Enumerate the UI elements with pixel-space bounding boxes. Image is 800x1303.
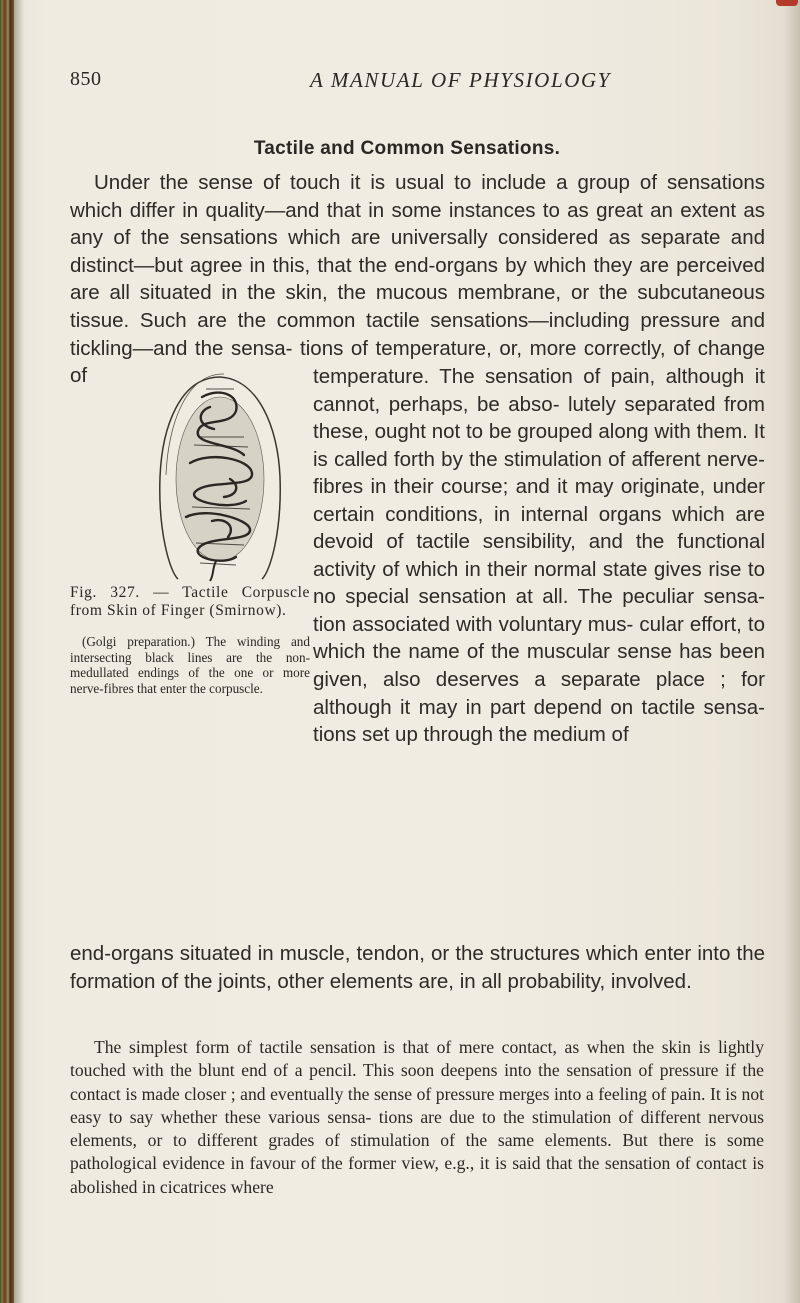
- paragraph-1-wrapped-text: temperature. The sensation of pain, although it cannot, perhaps, be abso- lutely separated from these, ought not to be grouped along with them. It is called forth by the stimulation of afferent nerve-fibres in their course; and it may originate, under certain conditions, in internal organs which are devoid of tactile sensibility, and the functional activity of which in their normal state gives rise to no special sensation at all. The peculiar sensa- tion associated with voluntary mus- cular effort, to which the name of the muscular sense has been given, also deserves a separate place ; for although it may in part depend on tactile sensa- tions set up through the medium of: [313, 365, 765, 747]
- book-binding-edge: [0, 0, 14, 1303]
- page-edge-shadow: [784, 0, 800, 1303]
- figure-description: (Golgi preparation.) The winding and intersecting black lines are the non- medullated endings of the one or more nerve-fibres that enter the corpuscle.: [70, 634, 310, 696]
- gutter-shadow: [14, 0, 24, 1303]
- paragraph-1-top-text: Under the sense of touch it is usual to include a group of sensations which differ in quality—and that in some instances to as great an extent as any of the sensations which are universally considered as separate and distinct—but agree in this, that the end-organs by which they are perceived are all situated in the skin, the mucous membrane, or the subcutaneous tissue. Such are the common tactile sensations—including pressure and tickling—and the sensa- tions of temperature, or, more correctly, of change of: [70, 171, 765, 388]
- figure-label: Fig. 327. — Tactile Corpuscle from Skin of Finger (Smirnow).: [70, 584, 310, 619]
- figure-caption: [70, 584, 310, 710]
- section-title: [0, 138, 800, 160]
- paragraph-1-end-text: end-organs situated in muscle, tendon, or the structures which enter into the formation of the joints, other elements are, in all probability, involved.: [70, 942, 765, 993]
- page-marker: [776, 0, 798, 6]
- section-title-text: Tactile and Common Sensations.: [253, 138, 561, 159]
- paragraph-1-wrapped: [313, 363, 765, 749]
- paragraph-1-top: [70, 169, 765, 390]
- page-number: 850: [70, 68, 102, 90]
- paragraph-1-end: [70, 940, 765, 995]
- paragraph-2-text: The simplest form of tactile sensation is that of mere contact, as when the skin is lightly touched with the blunt end of a pencil. This soon deepens into the sensation of pressure if the contact is made closer ; and eventually the sense of pressure merges into a feeling of pain. It is not easy to say whether these various sensa- tions are due to the stimulation of different nervous elements, or to different grades of stimulation of the same elements. But there is some pathological evidence in favour of the former view, e.g., it is said that the sensation of contact is abolished in cicatrices where: [70, 1037, 764, 1197]
- tactile-corpuscle-icon: [140, 367, 300, 582]
- page-header: [42, 68, 766, 98]
- paragraph-2: [70, 1036, 764, 1199]
- running-head: A MANUAL OF PHYSIOLOGY: [310, 68, 612, 92]
- tactile-corpuscle-illustration: [140, 367, 300, 582]
